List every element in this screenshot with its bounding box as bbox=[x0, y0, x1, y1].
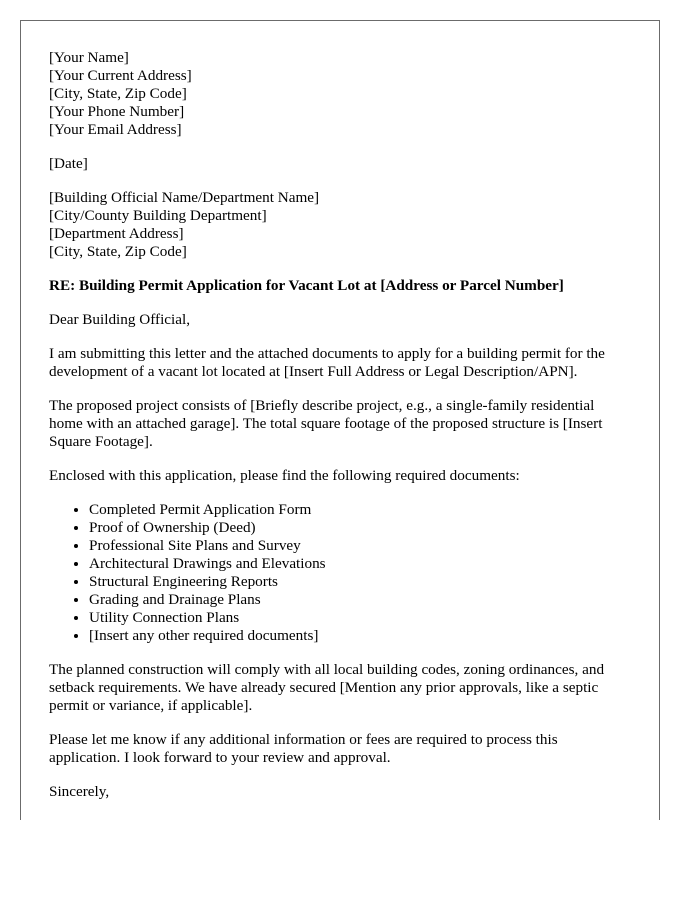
subject-line: RE: Building Permit Application for Vacant Lot at [Address or Parcel Number] bbox=[49, 277, 564, 294]
list-item: • Structural Engineering Reports bbox=[89, 573, 631, 591]
letter-page bbox=[20, 20, 660, 820]
intro-paragraph: I am submitting this letter and the attached documents to apply for a building permit for the development of a vacant lot located at [Insert Full Address or Legal Description/APN]. bbox=[49, 345, 605, 380]
sender-city-state-zip: [City, State, Zip Code] bbox=[49, 85, 187, 102]
enclosed-paragraph: Enclosed with this application, please find the following required documents: bbox=[49, 467, 520, 484]
list-item: • Utility Connection Plans bbox=[89, 609, 631, 627]
sender-name: [Your Name] bbox=[49, 49, 129, 66]
list-item: • [Insert any other required documents] bbox=[89, 627, 631, 645]
sender-address: [Your Current Address] bbox=[49, 67, 192, 84]
list-item: • Grading and Drainage Plans bbox=[89, 591, 631, 609]
recipient-city-state-zip: [City, State, Zip Code] bbox=[49, 243, 187, 260]
date-line bbox=[49, 155, 631, 173]
sender-block bbox=[49, 49, 631, 139]
sender-email: [Your Email Address] bbox=[49, 121, 182, 138]
project-paragraph: The proposed project consists of [Briefly describe project, e.g., a single-family residential home with an attached garage]. The total square footage of the proposed structure is [Insert Square Footage]. bbox=[49, 397, 603, 450]
closing-request-paragraph: Please let me know if any additional information or fees are required to process this application. I look forward to your review and approval. bbox=[49, 731, 558, 766]
list-item: • Architectural Drawings and Elevations bbox=[89, 555, 631, 573]
list-item: • Completed Permit Application Form bbox=[89, 501, 631, 519]
letter-date: [Date] bbox=[49, 155, 88, 172]
list-item: • Proof of Ownership (Deed) bbox=[89, 519, 631, 537]
recipient-department: [City/County Building Department] bbox=[49, 207, 267, 224]
sender-phone: [Your Phone Number] bbox=[49, 103, 185, 120]
salutation: Dear Building Official, bbox=[49, 311, 191, 328]
recipient-official: [Building Official Name/Department Name] bbox=[49, 189, 320, 206]
compliance-paragraph: The planned construction will comply with all local building codes, zoning ordinances, and setback requirements. We have already secured [Mention any prior approvals, like a septic permit or variance, if applicable]. bbox=[49, 661, 605, 714]
recipient-block bbox=[49, 189, 631, 261]
list-item: • Professional Site Plans and Survey bbox=[89, 537, 631, 555]
documents-list bbox=[49, 501, 631, 645]
closing-line: Sincerely, bbox=[49, 783, 110, 800]
recipient-address: [Department Address] bbox=[49, 225, 184, 242]
